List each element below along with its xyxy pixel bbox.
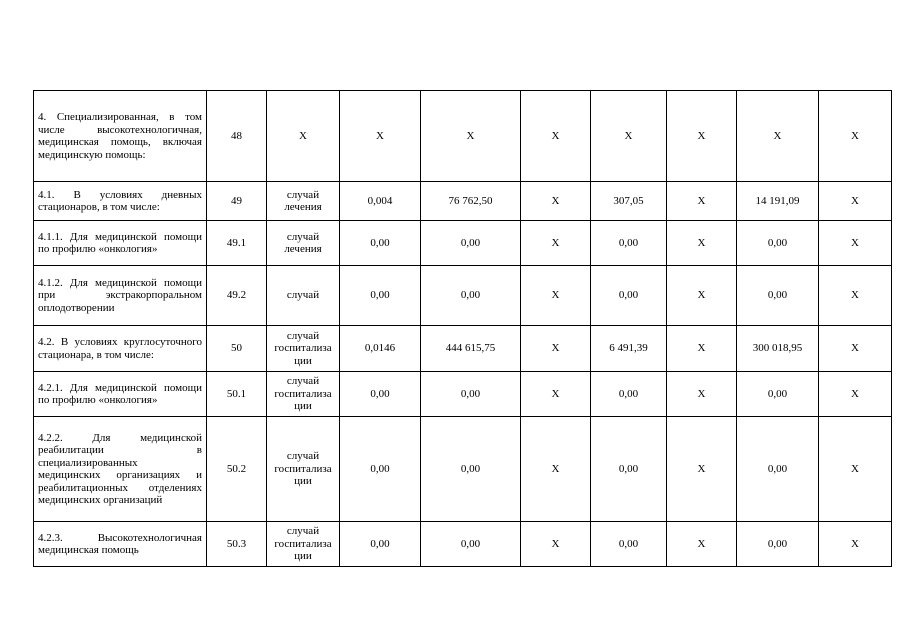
value-cell: X [667,182,737,221]
row-number: 50.1 [207,372,267,417]
table-row [34,522,892,567]
value-cell: X [591,91,667,182]
row-description: 4.2.2. Для медицинской реабилитации в специализированных медицинских организациях и реабилитационных отделениях медицинских организаций [34,417,207,522]
tariff-table [33,90,892,567]
unit-cell: случай лечения [267,182,340,221]
value-cell: 0,00 [737,372,819,417]
table-row [34,417,892,522]
row-number: 49.1 [207,221,267,266]
row-description: 4.1.1. Для медицинской помощи по профилю «онкология» [34,221,207,266]
table-row [34,91,892,182]
value-cell: X [667,266,737,326]
unit-cell: X [267,91,340,182]
value-cell: X [521,372,591,417]
value-cell: X [667,91,737,182]
value-cell: X [421,91,521,182]
value-cell: X [819,522,892,567]
value-cell: 300 018,95 [737,326,819,372]
row-number: 48 [207,91,267,182]
table-row [34,182,892,221]
value-cell: 0,0146 [340,326,421,372]
value-cell: 0,00 [737,221,819,266]
value-cell: X [521,522,591,567]
value-cell: 0,00 [737,266,819,326]
value-cell: X [819,326,892,372]
value-cell: X [340,91,421,182]
value-cell: 0,00 [340,417,421,522]
unit-cell: случай госпитализа ции [267,417,340,522]
value-cell: 0,00 [591,266,667,326]
value-cell: X [521,182,591,221]
value-cell: 0,004 [340,182,421,221]
value-cell: X [667,326,737,372]
value-cell: 0,00 [591,221,667,266]
value-cell: X [737,91,819,182]
row-number: 50 [207,326,267,372]
unit-cell: случай [267,266,340,326]
value-cell: X [521,326,591,372]
row-number: 50.2 [207,417,267,522]
value-cell: 0,00 [340,266,421,326]
value-cell: X [667,372,737,417]
row-description: 4. Специализированная, в том числе высокотехнологичная, медицинская помощь, включая медицинскую помощь: [34,91,207,182]
table-row [34,221,892,266]
table-row [34,326,892,372]
unit-cell: случай лечения [267,221,340,266]
value-cell: X [521,266,591,326]
value-cell: 0,00 [421,221,521,266]
value-cell: X [819,221,892,266]
value-cell: 0,00 [421,372,521,417]
value-cell: 6 491,39 [591,326,667,372]
value-cell: X [819,372,892,417]
value-cell: X [667,417,737,522]
unit-cell: случай госпитализа ции [267,522,340,567]
row-description: 4.2.3. Высокотехнологичная медицинская помощь [34,522,207,567]
value-cell: X [819,417,892,522]
value-cell: X [521,221,591,266]
unit-cell: случай госпитализа ции [267,372,340,417]
value-cell: X [667,522,737,567]
row-number: 49 [207,182,267,221]
value-cell: 0,00 [591,372,667,417]
value-cell: 0,00 [340,522,421,567]
value-cell: 0,00 [421,522,521,567]
value-cell: X [819,91,892,182]
value-cell: 307,05 [591,182,667,221]
value-cell: 444 615,75 [421,326,521,372]
row-number: 50.3 [207,522,267,567]
value-cell: 14 191,09 [737,182,819,221]
row-description: 4.2.1. Для медицинской помощи по профилю «онкология» [34,372,207,417]
unit-cell: случай госпитализа ции [267,326,340,372]
table-row [34,372,892,417]
value-cell: 0,00 [340,372,421,417]
value-cell: 0,00 [737,522,819,567]
value-cell: X [521,91,591,182]
value-cell: 0,00 [591,417,667,522]
value-cell: 0,00 [421,266,521,326]
row-description: 4.1.2. Для медицинской помощи при экстракорпоральном оплодотворении [34,266,207,326]
value-cell: X [521,417,591,522]
row-description: 4.2. В условиях круглосуточного стационара, в том числе: [34,326,207,372]
row-number: 49.2 [207,266,267,326]
value-cell: 0,00 [421,417,521,522]
value-cell: X [819,266,892,326]
value-cell: 0,00 [591,522,667,567]
value-cell: X [819,182,892,221]
value-cell: 0,00 [340,221,421,266]
table-row [34,266,892,326]
value-cell: 76 762,50 [421,182,521,221]
value-cell: X [667,221,737,266]
value-cell: 0,00 [737,417,819,522]
row-description: 4.1. В условиях дневных стационаров, в том числе: [34,182,207,221]
